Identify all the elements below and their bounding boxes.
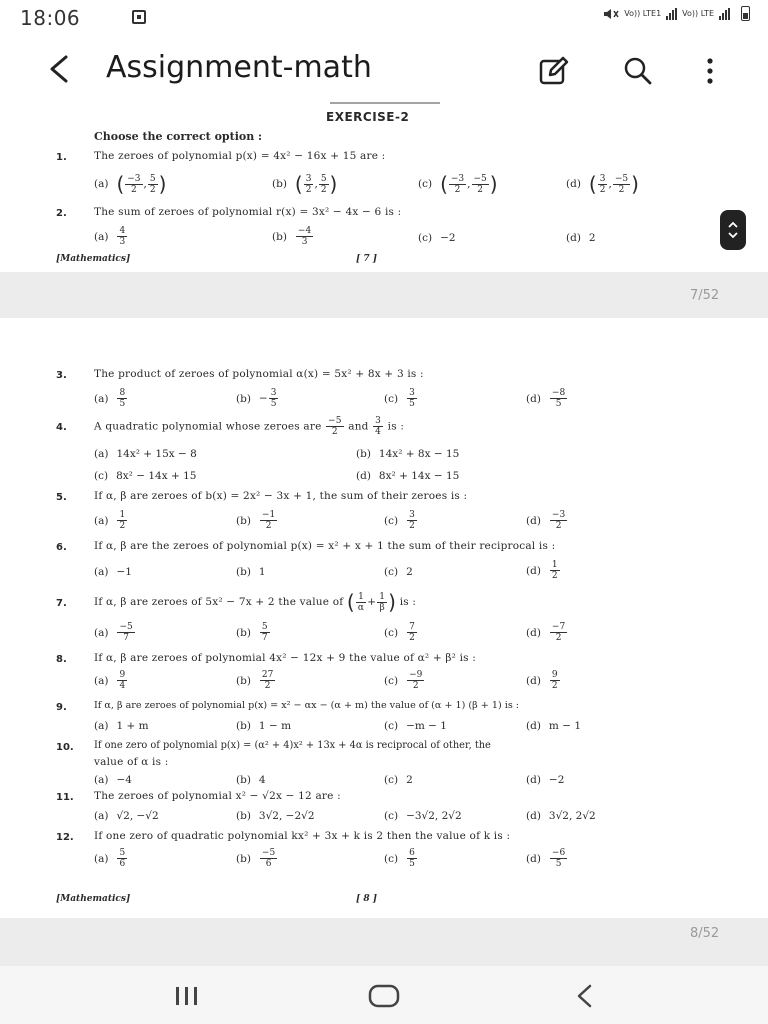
- question-text: The sum of zeroes of polynomial r(x) = 3x² − 4x − 6 is :: [94, 206, 402, 218]
- status-indicators: [603, 6, 750, 21]
- option: (b) $\frac{5}{7}$: [236, 622, 268, 643]
- option: (a) ( $\frac{-3}{2}$ , $\frac{5}{2}$ ): [94, 172, 167, 196]
- question-number: 7.: [56, 598, 67, 609]
- option: (c) $\frac{-9}{2}$: [384, 670, 423, 691]
- question-text: The product of zeroes of polynomial α(x) = 5x² + 8x + 3 is :: [94, 368, 424, 380]
- option: (d) $\frac{-3}{2}$: [526, 510, 566, 531]
- page-indicator: 7/52: [690, 288, 720, 303]
- battery-icon: [741, 6, 750, 21]
- question-text: If one zero of quadratic polynomial kx² + 3x + k is 2 then the value of k is :: [94, 830, 511, 842]
- question-text: If α, β are zeroes of b(x) = 2x² − 3x + 1, the sum of their zeroes is :: [94, 490, 468, 502]
- option: (d) 3√2, 2√2: [526, 810, 596, 822]
- search-icon[interactable]: [622, 55, 654, 87]
- option: (d) 2: [566, 232, 596, 244]
- back-nav-icon[interactable]: [570, 984, 600, 1008]
- option: (d) $\frac{-7}{2}$: [526, 622, 566, 643]
- option: (d) 8x² + 14x − 15: [356, 470, 460, 482]
- question-number: 8.: [56, 654, 67, 665]
- page-footer-subject: [Mathematics]: [56, 254, 131, 264]
- question-text: The zeroes of polynomial p(x) = 4x² − 16x + 15 are :: [94, 150, 386, 162]
- option: (c) $\frac{6}{5}$: [384, 848, 415, 869]
- page-footer-number: [ 7 ]: [356, 254, 378, 264]
- option: (b) $\frac{27}{2}$: [236, 670, 274, 691]
- question-text: A quadratic polynomial whose zeroes are $\frac{-5}{2}$ and $\frac{3}{4}$ is :: [94, 416, 405, 437]
- option: (a) $\frac{9}{4}$: [94, 670, 126, 691]
- signal-sim2-icon: [719, 8, 730, 20]
- scroll-arrows-icon: [727, 219, 739, 241]
- option: (c) 2: [384, 774, 413, 786]
- question-number: 11.: [56, 792, 74, 803]
- option: (a) √2, −√2: [94, 810, 159, 822]
- option: (a) $\frac{5}{6}$: [94, 848, 126, 869]
- option: (b) $\frac{-1}{2}$: [236, 510, 276, 531]
- question-number: 10.: [56, 742, 74, 753]
- page-footer-subject: [Mathematics]: [56, 894, 131, 904]
- option: (a) $\frac{-5}{7}$: [94, 622, 133, 643]
- document-page-8: [0, 318, 768, 918]
- question-text: If α, β are zeroes of polynomial 4x² − 12x + 9 the value of α² + β² is :: [94, 652, 477, 664]
- fast-scroll-handle[interactable]: [720, 210, 746, 250]
- edit-icon[interactable]: [538, 55, 570, 87]
- option: (b) 4: [236, 774, 266, 786]
- question-number: 9.: [56, 702, 67, 713]
- option: (c) 8x² − 14x + 15: [94, 470, 197, 482]
- option: (a) $\frac{8}{5}$: [94, 388, 126, 409]
- question-number: 12.: [56, 832, 74, 843]
- more-vertical-icon[interactable]: [696, 55, 724, 87]
- option: (c) ( $\frac{-3}{2}$ , $\frac{-5}{2}$ ): [418, 172, 498, 196]
- option: (d) $\frac{-8}{5}$: [526, 388, 566, 409]
- option: (c) 2: [384, 566, 413, 578]
- option: (d) m − 1: [526, 720, 582, 732]
- option: (c) −3√2, 2√2: [384, 810, 462, 822]
- sim2-label: Vo)) LTE: [682, 8, 714, 18]
- option: (c) $\frac{3}{5}$: [384, 388, 415, 409]
- question-number: 3.: [56, 370, 67, 381]
- option: (b) 3√2, −2√2: [236, 810, 315, 822]
- option: (b) ( $\frac{3}{2}$ , $\frac{5}{2}$ ): [272, 172, 338, 196]
- question-text: If α, β are zeroes of polynomial p(x) = x² − αx − (α + m) the value of (α + 1) (β + 1) is :: [94, 700, 520, 711]
- status-time: 18:06: [20, 6, 81, 30]
- app-bar: [0, 36, 768, 102]
- question-number: 6.: [56, 542, 67, 553]
- option: (c) −2: [418, 232, 456, 244]
- question-text-line2: value of α is :: [94, 756, 169, 768]
- option: (b) − $\frac{3}{5}$: [236, 388, 277, 409]
- question-number: 4.: [56, 422, 67, 433]
- option: (d) $\frac{9}{2}$: [526, 670, 558, 691]
- option: (c) $\frac{3}{2}$: [384, 510, 415, 531]
- option: (b) $\frac{-4}{3}$: [272, 226, 312, 247]
- document-page-7: [0, 102, 768, 272]
- option: (a) $\frac{1}{2}$: [94, 510, 126, 531]
- option: (d) ( $\frac{3}{2}$ , $\frac{-5}{2}$ ): [566, 172, 639, 196]
- option: (a) 1 + m: [94, 720, 149, 732]
- question-number: 1.: [56, 152, 67, 163]
- question-text: If α, β are the zeroes of polynomial p(x) = x² + x + 1 the sum of their reciprocal is :: [94, 540, 556, 552]
- option: (b) $\frac{-5}{6}$: [236, 848, 276, 869]
- option: (c) $\frac{7}{2}$: [384, 622, 415, 643]
- option: (a) −1: [94, 566, 132, 578]
- option: (d) −2: [526, 774, 565, 786]
- option: (a) 14x² + 15x − 8: [94, 448, 197, 460]
- mute-icon: [603, 7, 619, 21]
- instruction: Choose the correct option :: [94, 130, 263, 143]
- recents-icon[interactable]: [170, 984, 204, 1008]
- status-bar: [0, 0, 768, 36]
- option: (a) −4: [94, 774, 132, 786]
- home-icon[interactable]: [366, 984, 402, 1008]
- page-title: Assignment-math: [106, 50, 372, 85]
- option: (c) −m − 1: [384, 720, 447, 732]
- page-cut-line: [330, 102, 440, 108]
- page-gap: [0, 918, 768, 966]
- exercise-title: EXERCISE-2: [326, 110, 410, 124]
- back-icon[interactable]: [38, 49, 78, 89]
- question-number: 2.: [56, 208, 67, 219]
- option: (d) $\frac{-6}{5}$: [526, 848, 566, 869]
- page-footer-number: [ 8 ]: [356, 894, 378, 904]
- option: (b) 1: [236, 566, 266, 578]
- question-text: If one zero of polynomial p(x) = (α² + 4)x² + 13x + 4α is reciprocal of other, the: [94, 740, 491, 751]
- signal-sim1-icon: [666, 8, 677, 20]
- option: (b) 1 − m: [236, 720, 292, 732]
- system-nav-bar: [0, 966, 768, 1024]
- question-text: The zeroes of polynomial x² − √2x − 12 are :: [94, 790, 341, 802]
- option: (b) 14x² + 8x − 15: [356, 448, 460, 460]
- notification-icon: [132, 10, 146, 24]
- option: (a) $\frac{4}{3}$: [94, 226, 126, 247]
- page-indicator: 8/52: [690, 926, 720, 941]
- option: (d) $\frac{1}{2}$: [526, 560, 558, 581]
- sim1-label: Vo)) LTE1: [624, 8, 662, 18]
- question-number: 5.: [56, 492, 67, 503]
- page-gap: [0, 272, 768, 318]
- question-text: If α, β are zeroes of 5x² − 7x + 2 the value of ( $\frac{1}{\alpha}$ + $\frac{1}{\beta}$ ) is :: [94, 590, 417, 614]
